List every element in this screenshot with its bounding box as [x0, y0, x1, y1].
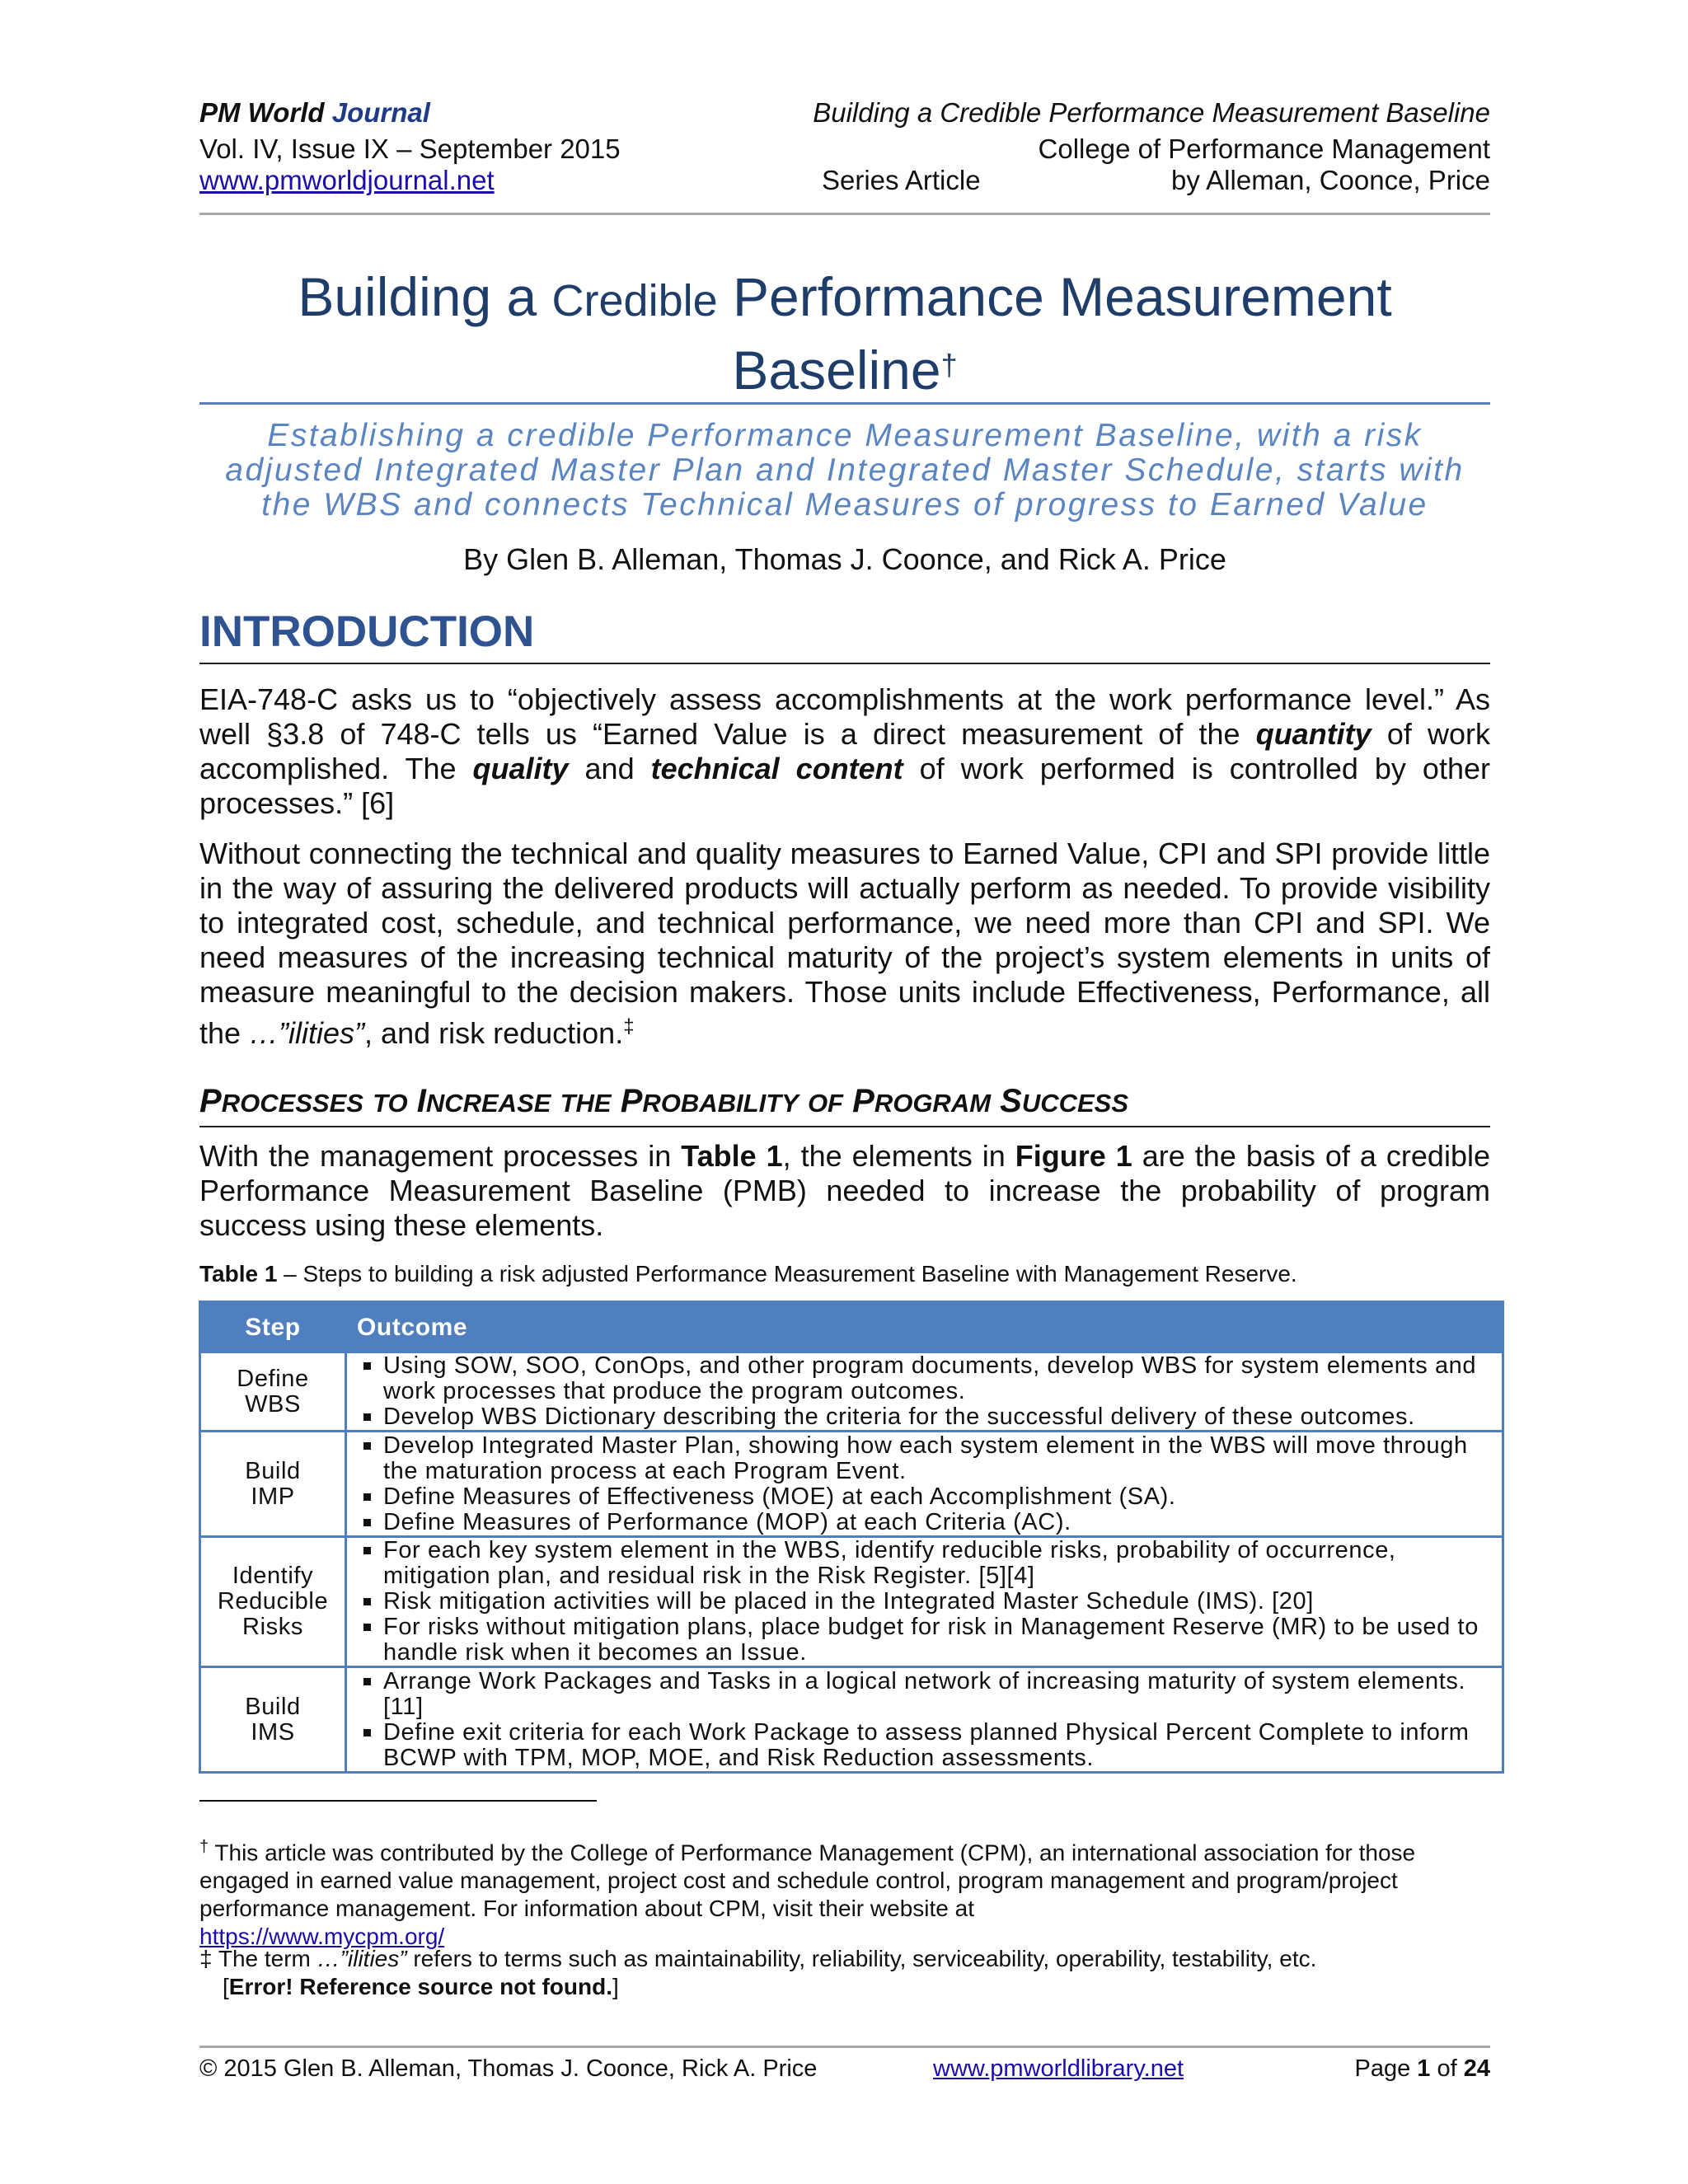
footnote-1	[199, 1833, 1490, 1951]
col-header-outcome: Outcome	[346, 1302, 1503, 1352]
outcome-item: Define Measures of Effectiveness (MOE) at each Accomplishment (SA).	[355, 1484, 1490, 1510]
outcome-cell	[346, 1667, 1503, 1773]
outcome-cell	[346, 1537, 1503, 1667]
outcome-item: Develop Integrated Master Plan, showing how each system element in the WBS will move through the maturation process at each Program Event.	[355, 1433, 1490, 1484]
intro-heading-rule	[199, 663, 1490, 664]
title-part-1: Building a	[298, 266, 552, 327]
cpm-website-link[interactable]: https://www.mycpm.org/	[199, 1924, 445, 1950]
table-caption-label: Table 1	[199, 1261, 278, 1286]
footnote-2-ilities: …”ilities”	[316, 1946, 407, 1971]
journal-name-prefix: PM World	[199, 97, 332, 128]
step-label: IMS	[251, 1718, 295, 1746]
footnote-2-text: The term	[212, 1946, 317, 1971]
sh-w2: TO	[373, 1089, 408, 1118]
outcome-item: Define exit criteria for each Work Package to assess planned Physical Percent Complete to inform BCWP with TPM, MOP, MOE, and Risk Reduction assessments.	[355, 1720, 1490, 1771]
title-part-2: Credible	[551, 276, 718, 326]
sh-w5b: ROBABILITY	[642, 1089, 799, 1118]
col-header-step: Step	[200, 1302, 346, 1352]
title-line-1	[199, 262, 1490, 335]
step-label: Reducible	[217, 1588, 329, 1615]
table-row	[200, 1537, 1503, 1667]
title-part-3: Performance Measurement	[717, 266, 1392, 327]
intro-heading: INTRODUCTION	[199, 607, 535, 656]
byline: By Glen B. Alleman, Thomas J. Coonce, and Rick A. Price	[463, 542, 1226, 576]
sh-w1a: P	[199, 1083, 222, 1119]
sh-w8a: S	[1000, 1083, 1022, 1119]
step-cell	[200, 1667, 346, 1773]
outcome-list	[355, 1433, 1490, 1535]
title-dagger-mark: †	[940, 348, 958, 382]
sh-w3b: NCREASE	[425, 1089, 551, 1118]
total-pages: 24	[1463, 2055, 1490, 2082]
step-label: Build	[245, 1457, 301, 1484]
intro-p2-text-2: , and risk reduction.	[364, 1016, 624, 1050]
s2-table-ref: Table 1	[681, 1139, 783, 1173]
current-page: 1	[1417, 2055, 1431, 2082]
outcome-item: Arrange Work Packages and Tasks in a logical network of increasing maturity of system elements. [11]	[355, 1669, 1490, 1720]
step-label: Define	[237, 1365, 309, 1392]
sh-w3a: I	[416, 1083, 426, 1119]
intro-p1-technical-content: technical content	[650, 752, 903, 785]
footnote-2-text-2: refers to terms such as maintainability, reliability, serviceability, operability, testability, etc.	[406, 1946, 1317, 1971]
step-cell	[200, 1352, 346, 1432]
footer-divider	[199, 2046, 1490, 2048]
sh-w1b: ROCESSES	[221, 1089, 363, 1118]
step-label: Risks	[242, 1614, 303, 1640]
intro-p2-ilities: …”ilities”	[249, 1016, 365, 1050]
header-authors: by Alleman, Coonce, Price	[1170, 165, 1490, 195]
step-label: IMP	[251, 1483, 295, 1510]
subtitle-line-2: adjusted Integrated Master Plan and Integrated Master Schedule, starts with	[225, 452, 1465, 488]
outcome-list	[355, 1669, 1490, 1771]
s2-text-3: are the basis of a credible Performance Measurement Baseline (PMB) needed to increase the probability of program success using these elements.	[199, 1139, 1490, 1242]
intro-p1-quality: quality	[472, 752, 569, 785]
sh-w5a: P	[620, 1083, 643, 1119]
footnote-2-bracket-open: [	[223, 1974, 229, 1999]
outcome-item: Using SOW, SOO, ConOps, and other program documents, develop WBS for system elements and work processes that produce the program outcomes.	[355, 1353, 1490, 1404]
intro-p1-quantity: quantity	[1255, 717, 1372, 751]
outcome-item: For risks without mitigation plans, place budget for risk in Management Reserve (MR) to be used to handle risk when it becomes an Issue.	[355, 1615, 1490, 1666]
intro-p1-text-2: of work accomplished. The	[199, 717, 1490, 785]
reference-error-text: Error! Reference source not found.	[228, 1974, 612, 1999]
intro-p1-text-3: and	[568, 752, 651, 785]
sh-w4: THE	[560, 1089, 612, 1118]
step-label: Build	[245, 1693, 301, 1720]
sh-w6: OF	[807, 1089, 843, 1118]
journal-website-link[interactable]: www.pmworldjournal.net	[199, 165, 495, 195]
footnote-separator	[199, 1800, 597, 1802]
header-article-title: Building a Credible Performance Measurement Baseline	[813, 97, 1490, 128]
issue-info: Vol. IV, Issue IX – September 2015	[199, 134, 621, 164]
sh-w7a: P	[852, 1083, 874, 1119]
section-heading-processes	[199, 1083, 1128, 1120]
page-word: Page	[1354, 2055, 1418, 2082]
outcome-item: Risk mitigation activities will be placed in the Integrated Master Schedule (IMS). [20]	[355, 1589, 1490, 1615]
series-label: Series Article	[822, 165, 981, 195]
step-label: Identify	[232, 1563, 314, 1589]
outcome-item: Develop WBS Dictionary describing the criteria for the successful delivery of these outcomes.	[355, 1404, 1490, 1430]
step-cell	[200, 1432, 346, 1537]
subtitle-line-1: Establishing a credible Performance Measurement Baseline, with a risk	[267, 418, 1423, 453]
outcome-item: For each key system element in the WBS, identify reducible risks, probability of occurrence, mitigation plan, and residual risk in the Risk Register. [5][4]	[355, 1538, 1490, 1589]
table-caption	[199, 1261, 1490, 1287]
footnote-2-mark: ‡	[199, 1946, 213, 1971]
footnote-1-text: This article was contributed by the College of Performance Management (CPM), an international association for those engaged in earned value management, project cost and schedule control, program management and program/project performance management. For information about CPM, visit their website at	[199, 1840, 1416, 1922]
section2-paragraph	[199, 1139, 1490, 1243]
outcome-list	[355, 1538, 1490, 1666]
step-label: WBS	[245, 1390, 301, 1418]
s2-text: With the management processes in	[199, 1139, 682, 1173]
outcome-cell	[346, 1432, 1503, 1537]
table-caption-text: – Steps to building a risk adjusted Performance Measurement Baseline with Management Reserve.	[277, 1261, 1297, 1286]
outcome-cell	[346, 1352, 1503, 1432]
library-website-link[interactable]: www.pmworldlibrary.net	[933, 2055, 1184, 2082]
table-row	[200, 1667, 1503, 1773]
subtitle	[199, 419, 1490, 523]
title-line-2	[199, 335, 1490, 405]
section-heading-rule	[199, 1126, 1490, 1127]
table-row	[200, 1352, 1503, 1432]
intro-p1-text-4: of work performed is controlled by other processes.” [6]	[199, 752, 1490, 820]
page-number	[1354, 2055, 1490, 2083]
intro-p1-text: EIA-748-C asks us to “objectively assess accomplishments at the work performance level.” As well §3.8 of 748-C tells us “Earned Value is a direct measurement of the	[199, 682, 1490, 751]
table-header-row	[200, 1302, 1503, 1352]
page-of: of	[1430, 2055, 1464, 2082]
s2-figure-ref: Figure 1	[1015, 1139, 1132, 1173]
header-divider	[199, 213, 1490, 215]
subtitle-line-3: the WBS and connects Technical Measures of progress to Earned Value	[261, 487, 1428, 523]
table-row	[200, 1432, 1503, 1537]
title-baseline: Baseline	[732, 340, 941, 401]
page-title	[199, 262, 1490, 405]
intro-p2-text: Without connecting the technical and quality measures to Earned Value, CPI and SPI provide little in the way of assuring the delivered products will actually perform as needed. To provide visibility to integrated cost, schedule, and technical performance, we need more than CPI and SPI. We need measures of the increasing technical maturity of the project’s system elements in units of measure meaningful to the decision makers. Those units include Effectiveness, Performance, all the	[199, 837, 1490, 1050]
intro-paragraph-1	[199, 682, 1490, 821]
sh-w8b: UCCESS	[1021, 1089, 1129, 1118]
step-cell	[200, 1537, 346, 1667]
footer-copyright: © 2015 Glen B. Alleman, Thomas J. Coonce, Rick A. Price	[199, 2055, 818, 2082]
outcome-item: Define Measures of Performance (MOP) at each Criteria (AC).	[355, 1510, 1490, 1535]
intro-p2-footnote-mark: ‡	[623, 1015, 635, 1038]
sh-w7b: ROGRAM	[874, 1089, 992, 1118]
footnote-2	[199, 1945, 1490, 2001]
org-name: College of Performance Management	[1038, 134, 1490, 164]
journal-name-suffix: Journal	[331, 97, 430, 128]
footnote-2-bracket-close: ]	[612, 1974, 619, 1999]
outcome-list	[355, 1353, 1490, 1430]
journal-name	[199, 97, 430, 129]
intro-paragraph-2	[199, 837, 1490, 1051]
steps-table	[199, 1301, 1504, 1774]
s2-text-2: , the elements in	[782, 1139, 1015, 1173]
footnote-1-mark: †	[199, 1838, 209, 1856]
title-divider	[199, 402, 1490, 405]
